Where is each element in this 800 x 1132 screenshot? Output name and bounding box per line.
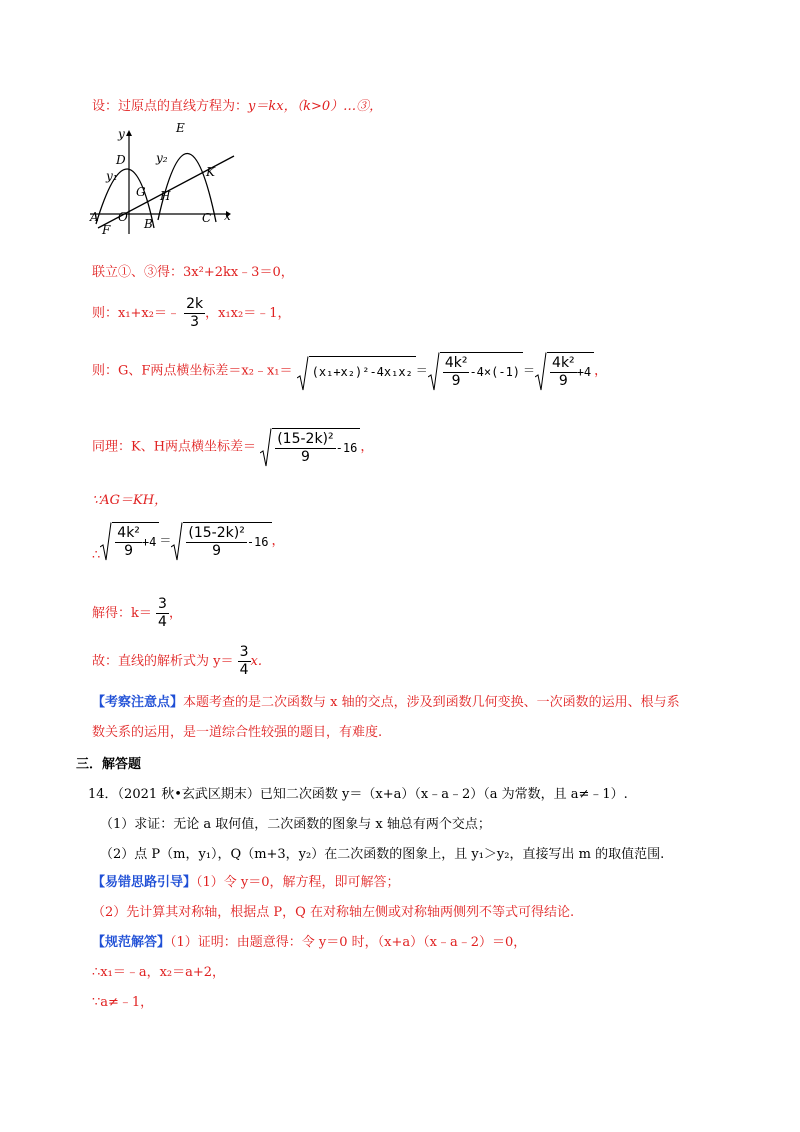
hint-text-1: （1）令 y＝0，解方程，即可解答； <box>196 875 400 890</box>
label-x: x <box>224 209 231 223</box>
hint-line-1 <box>92 874 400 892</box>
label-A: A <box>90 210 99 224</box>
solve-num: 3 <box>158 596 167 612</box>
answer-text-1: （1）证明：由题意得：令 y＝0 时，（x+a）（x﹣a﹣2）＝0， <box>170 935 527 950</box>
rad3-tail: +4 <box>576 365 592 379</box>
frac-num: 2k <box>186 296 204 312</box>
eq-1: ＝ <box>415 363 428 378</box>
label-C: C <box>202 211 212 225</box>
solve-suffix: ， <box>168 606 182 621</box>
same-tail: -16 <box>335 441 358 455</box>
label-y1: y₁ <box>106 169 118 183</box>
radical-3 <box>535 352 594 390</box>
q14-stem: 14．（2021 秋•玄武区期末）已知二次函数 y＝（x+a）（x﹣a﹣2）（a 为常数，且 a≠﹣1）. <box>88 787 628 802</box>
note-line-1 <box>92 694 680 712</box>
intro-prefix: 设：过原点的直线方程为： <box>92 99 249 114</box>
radical-1-body: (x₁+x₂)²-4x₁x₂ <box>309 356 416 387</box>
eq-2: ＝ <box>523 363 536 378</box>
rad3-num: 4k² <box>552 355 575 371</box>
note-line-2: 数关系的运用，是一道综合性较强的题目，有难度. <box>92 725 383 740</box>
therefore-symbol: ∴ <box>92 547 101 563</box>
intro-math: y＝kx，（k>0）…③， <box>248 99 383 114</box>
same-den: 9 <box>300 449 310 465</box>
final-den: 4 <box>239 662 249 678</box>
rad2-tail: -4×(-1) <box>469 365 521 379</box>
label-K: K <box>206 165 215 179</box>
then1-suffix: ，x₁x₂＝﹣1， <box>205 306 291 321</box>
then-line-1 <box>92 296 291 331</box>
right-num: (15-2k)² <box>188 525 245 541</box>
same-num: (15-2k)² <box>277 431 334 447</box>
final-suffix: x. <box>250 654 263 669</box>
fraction-3-4 <box>156 596 169 631</box>
label-y2: y₂ <box>156 151 168 165</box>
right-tail: -16 <box>246 535 269 549</box>
combine-line: 联立①、③得：3x²+2kx﹣3＝0， <box>92 265 294 280</box>
answer-line-2: ∴x₁＝﹣a，x₂＝a+2， <box>92 965 226 980</box>
right-den: 9 <box>212 543 222 559</box>
radical-same <box>260 428 360 466</box>
therefore-eq: ＝ <box>159 533 172 548</box>
final-line <box>92 644 262 679</box>
answer-line-3: ∵a≠﹣1， <box>92 995 154 1010</box>
radical-right <box>171 522 271 560</box>
label-F: F <box>102 223 111 237</box>
radical-1 <box>297 356 416 387</box>
fraction-final <box>238 644 251 679</box>
rad2-num: 4k² <box>444 355 468 371</box>
same-suffix: ， <box>360 439 374 455</box>
hint-line-2: （2）先计算其对称轴，根据点 P，Q 在对称轴左侧或对称轴两侧列不等式可得结论. <box>92 905 575 920</box>
fraction-2k-3 <box>184 296 205 331</box>
same-line <box>92 428 373 466</box>
solve-prefix: 解得：k＝ <box>92 606 152 621</box>
q14-part1: （1）求证：无论 a 取何值，二次函数的图象与 x 轴总有两个交点； <box>100 817 491 832</box>
label-y: y <box>118 127 125 141</box>
then-line-2 <box>92 352 607 390</box>
because-line: ∵AG＝KH， <box>92 493 168 508</box>
solve-den: 4 <box>158 614 167 630</box>
left-num: 4k² <box>117 525 140 541</box>
label-G: G <box>136 185 146 199</box>
then1-prefix: 则：x₁+x₂＝﹣ <box>92 306 180 321</box>
note-text-1: 本题考查的是二次函数与 x 轴的交点，涉及到函数几何变换、一次函数的运用、根与系 <box>183 695 680 710</box>
final-num: 3 <box>239 644 249 660</box>
hint-label: 【易错思路引导】 <box>92 875 197 890</box>
q14-part2: （2）点 P（m，y₁），Q（m+3，y₂）在二次函数的图象上，且 y₁＞y₂，直接写出 m 的取值范围. <box>100 847 665 862</box>
frac-den: 3 <box>190 314 200 330</box>
function-graph <box>88 116 248 238</box>
left-tail: +4 <box>141 535 157 549</box>
radical-2 <box>428 352 523 390</box>
label-D: D <box>116 153 126 167</box>
section-title: 三．解答题 <box>76 757 142 772</box>
same-prefix: 同理：K、H两点横坐标差＝ <box>92 439 257 455</box>
label-H: H <box>160 189 171 203</box>
therefore-suffix: ， <box>271 533 285 549</box>
answer-line-1 <box>92 934 526 952</box>
solve-line <box>92 596 182 631</box>
rad2-den: 9 <box>451 373 461 389</box>
answer-label: 【规范解答】 <box>92 935 171 950</box>
label-O: O <box>118 210 128 224</box>
rad3-den: 9 <box>558 373 568 389</box>
then2-suffix: ， <box>594 363 608 379</box>
radical-left <box>100 522 159 560</box>
therefore-line <box>92 522 285 563</box>
then2-prefix: 则：G、F两点横坐标差＝x₂﹣x₁＝ <box>92 363 293 379</box>
label-B: B <box>144 217 153 231</box>
note-label: 【考察注意点】 <box>92 695 184 710</box>
label-E: E <box>176 121 185 135</box>
final-prefix: 故：直线的解析式为 y＝ <box>92 654 234 669</box>
intro-line <box>92 98 382 116</box>
left-den: 9 <box>124 543 134 559</box>
